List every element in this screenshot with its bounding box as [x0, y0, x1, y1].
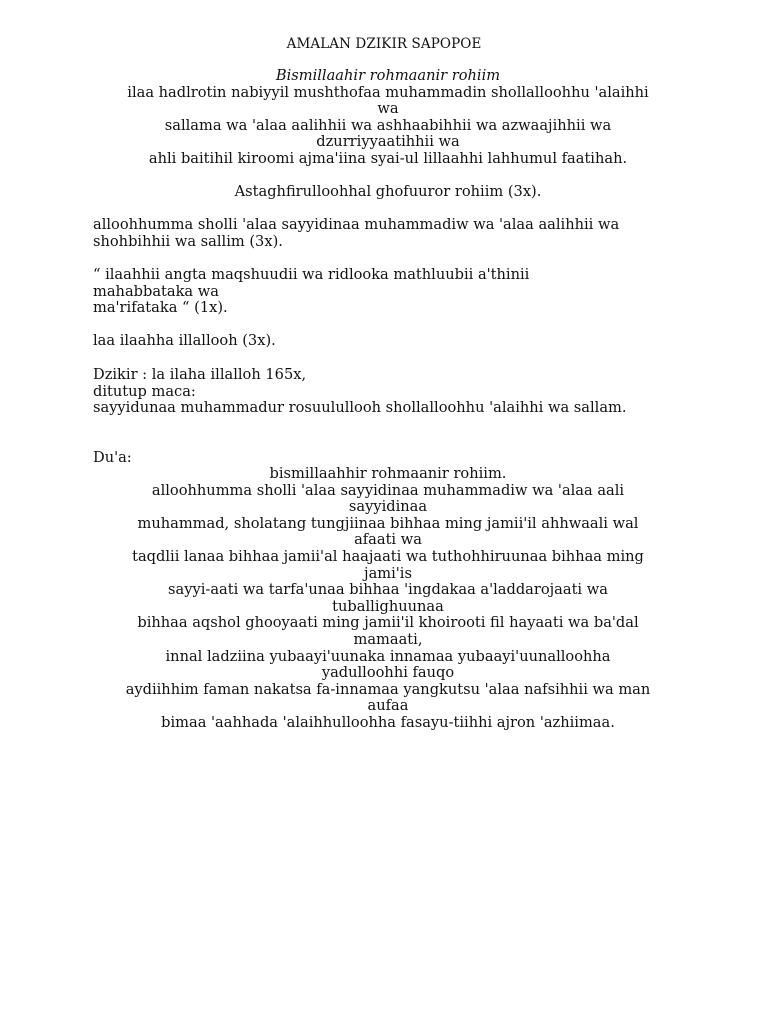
dua-line: sayyi-aati wa tarfa'unaa bihhaa 'ingdakaa a'laddarojaati wa — [168, 581, 608, 599]
sholawat-line: alloohhumma sholli 'alaa sayyidinaa muhammadiw wa 'alaa aalihhii wa — [93, 216, 620, 233]
dzikir-line: ditutup maca: — [93, 382, 196, 400]
tahlil-section — [93, 333, 683, 350]
dzikir-section — [93, 367, 683, 417]
dua-line: bismillaahhir rohmaanir rohiim. — [269, 465, 507, 482]
sholawat-section — [93, 217, 683, 250]
opening-line: dzurriyyaatihhii wa — [316, 133, 460, 151]
ilaahi-line: ma'rifataka “ (1x). — [93, 299, 228, 317]
istighfar-section — [93, 184, 683, 201]
istighfar-line: Astaghfirulloohhal ghofuuror rohiim (3x). — [234, 183, 542, 200]
dua-line: yadulloohhi fauqo — [321, 664, 455, 682]
tahlil-line: laa ilaahha illallooh (3x). — [93, 332, 276, 349]
opening-section — [93, 68, 683, 168]
dua-line: jami'is — [364, 564, 412, 582]
dua-line: bimaa 'aahhada 'alaihhulloohha fasayu-tiihhi ajron 'azhiimaa. — [161, 713, 615, 731]
dua-line: tuballighuunaa — [332, 597, 444, 615]
dua-line: aufaa — [367, 697, 409, 715]
dua-line: taqdlii lanaa bihhaa jamii'al haajaati wa tuthohhiruunaa bihhaa ming — [132, 547, 644, 565]
dua-line: mamaati, — [353, 630, 423, 648]
opening-line: ahli baitihil kiroomi ajma'iina syai-ul lillaahhi lahhumul faatihah. — [148, 149, 628, 167]
dzikir-line: Dzikir : la ilaha illalloh 165x, — [93, 366, 307, 383]
dua-line: innal ladziina yubaayi'uunaka innamaa yubaayi'uunalloohha — [165, 647, 611, 665]
document-title: AMALAN DZIKIR SAPOPOE — [286, 36, 482, 52]
dzikir-line: sayyidunaa muhammadur rosuulullooh shollalloohhu 'alaihhi wa sallam. — [93, 399, 627, 417]
dua-section — [93, 466, 683, 732]
dua-line: afaati wa — [354, 531, 422, 549]
opening-line: ilaa hadlrotin nabiyyil mushthofaa muhammadin shollalloohhu 'alaihhi — [127, 83, 649, 101]
ilaahi-line: mahabbataka wa — [93, 282, 219, 300]
ilaahi-line: “ ilaahhii angta maqshuudii wa ridlooka mathluubii a'thinii — [93, 266, 530, 283]
ilaahi-section — [93, 267, 683, 317]
opening-line: wa — [377, 100, 399, 118]
dua-line: aydiihhim faman nakatsa fa-innamaa yangkutsu 'alaa nafsihhii wa man — [125, 680, 651, 698]
dua-line: bihhaa aqshol ghooyaati ming jamii'il khoirooti fil hayaati wa ba'dal — [137, 614, 639, 632]
opening-line: sallama wa 'alaa aalihhii wa ashhaabihhii wa azwaajihhii wa — [164, 116, 612, 134]
dua-label: Du'a: — [93, 449, 132, 466]
dua-line: alloohhumma sholli 'alaa sayyidinaa muhammadiw wa 'alaa aali — [151, 481, 625, 499]
dua-line: muhammad, sholatang tungjiinaa bihhaa ming jamii'il ahhwaali wal — [137, 514, 639, 532]
dua-line: sayyidinaa — [348, 498, 428, 516]
opening-heading: Bismillaahir rohmaanir rohiim — [275, 67, 501, 84]
sholawat-line: shohbihhii wa sallim (3x). — [93, 232, 283, 250]
